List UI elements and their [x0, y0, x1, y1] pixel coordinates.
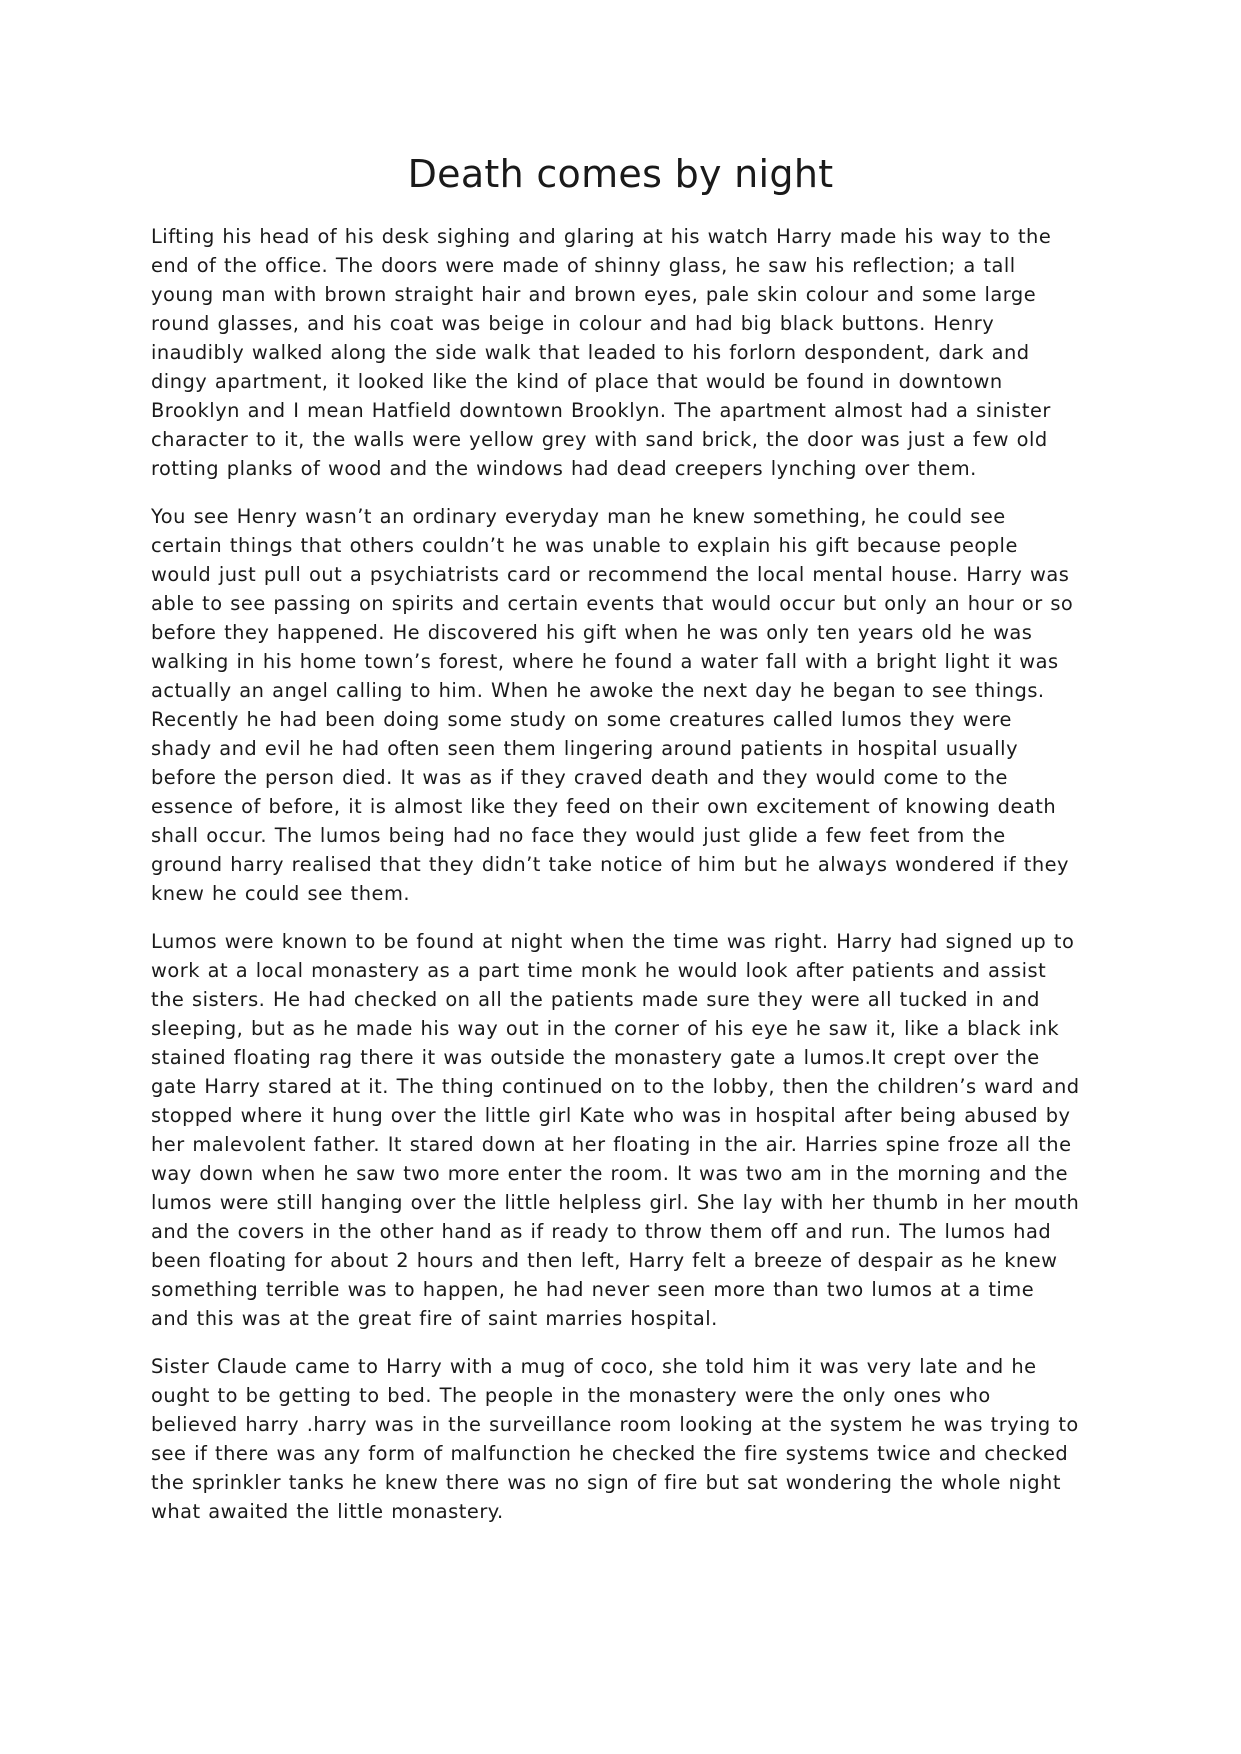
text-line: way down when he saw two more enter the room. It was two am in the morning and the	[151, 1162, 1069, 1185]
text-line: actually an angel calling to him. When he awoke the next day he began to see things.	[151, 679, 1045, 702]
paragraph-3	[151, 927, 1111, 1333]
paragraph-4	[151, 1352, 1111, 1526]
text-line: something terrible was to happen, he had never seen more than two lumos at a time	[151, 1278, 1035, 1301]
text-line: been floating for about 2 hours and then left, Harry felt a breeze of despair as he knew	[151, 1249, 1058, 1272]
paragraph-1	[151, 222, 1111, 483]
text-line: gate Harry stared at it. The thing continued on to the lobby, then the children’s ward and	[151, 1075, 1080, 1098]
text-line: inaudibly walked along the side walk that leaded to his forlorn despondent, dark and	[151, 341, 1030, 364]
text-line: rotting planks of wood and the windows had dead creepers lynching over them.	[151, 457, 977, 480]
text-line: before they happened. He discovered his gift when he was only ten years old he was	[151, 621, 1033, 644]
text-line: Lumos were known to be found at night when the time was right. Harry had signed up to	[151, 930, 1075, 953]
text-line: ought to be getting to bed. The people in the monastery were the only ones who	[151, 1384, 991, 1407]
text-line: the sisters. He had checked on all the patients made sure they were all tucked in and	[151, 988, 1040, 1011]
text-line: before the person died. It was as if they craved death and they would come to the	[151, 766, 1008, 789]
text-line: dingy apartment, it looked like the kind of place that would be found in downtown	[151, 370, 1003, 393]
text-line: round glasses, and his coat was beige in colour and had big black buttons. Henry	[151, 312, 995, 335]
text-line: essence of before, it is almost like they feed on their own excitement of knowing death	[151, 795, 1057, 818]
text-line: walking in his home town’s forest, where he found a water fall with a bright light it was	[151, 650, 1059, 673]
text-line: end of the office. The doors were made of shinny glass, he saw his reflection; a tall	[151, 254, 1016, 277]
text-line: certain things that others couldn’t he was unable to explain his gift because people	[151, 534, 1018, 557]
text-line: Lifting his head of his desk sighing and glaring at his watch Harry made his way to the	[151, 225, 1052, 248]
text-line: see if there was any form of malfunction he checked the fire systems twice and checked	[151, 1442, 1069, 1465]
text-line: stained floating rag there it was outside the monastery gate a lumos.It crept over the	[151, 1046, 1040, 1069]
text-line: Recently he had been doing some study on some creatures called lumos they were	[151, 708, 1012, 731]
text-line: shall occur. The lumos being had no face they would just glide a few feet from the	[151, 824, 1006, 847]
document-title: Death comes by night	[407, 152, 834, 196]
text-line: stopped where it hung over the little girl Kate who was in hospital after being abused by	[151, 1104, 1071, 1127]
text-line: her malevolent father. It stared down at her floating in the air. Harries spine froze all the	[151, 1133, 1072, 1156]
text-line: and the covers in the other hand as if ready to throw them off and run. The lumos had	[151, 1220, 1052, 1243]
text-line: Sister Claude came to Harry with a mug of coco, she told him it was very late and he	[151, 1355, 1037, 1378]
text-line: lumos were still hanging over the little helpless girl. She lay with her thumb in her mouth	[151, 1191, 1080, 1214]
document-body	[151, 222, 1111, 1545]
text-line: You see Henry wasn’t an ordinary everyday man he knew something, he could see	[151, 505, 1006, 528]
text-line: shady and evil he had often seen them lingering around patients in hospital usually	[151, 737, 1019, 760]
text-line: young man with brown straight hair and brown eyes, pale skin colour and some large	[151, 283, 1037, 306]
text-line: what awaited the little monastery.	[151, 1500, 504, 1523]
text-line: and this was at the great fire of saint marries hospital.	[151, 1307, 718, 1330]
paragraph-2	[151, 502, 1111, 908]
text-line: the sprinkler tanks he knew there was no sign of fire but sat wondering the whole night	[151, 1471, 1061, 1494]
text-line: would just pull out a psychiatrists card or recommend the local mental house. Harry was	[151, 563, 1070, 586]
text-line: Brooklyn and I mean Hatfield downtown Brooklyn. The apartment almost had a sinister	[151, 399, 1051, 422]
text-line: knew he could see them.	[151, 882, 411, 905]
text-line: sleeping, but as he made his way out in the corner of his eye he saw it, like a black ink	[151, 1017, 1060, 1040]
text-line: able to see passing on spirits and certain events that would occur but only an hour or so	[151, 592, 1074, 615]
text-line: ground harry realised that they didn’t take notice of him but he always wondered if they	[151, 853, 1070, 876]
text-line: work at a local monastery as a part time monk he would look after patients and assist	[151, 959, 1047, 982]
text-line: believed harry .harry was in the surveillance room looking at the system he was trying to	[151, 1413, 1079, 1436]
text-line: character to it, the walls were yellow grey with sand brick, the door was just a few old	[151, 428, 1048, 451]
